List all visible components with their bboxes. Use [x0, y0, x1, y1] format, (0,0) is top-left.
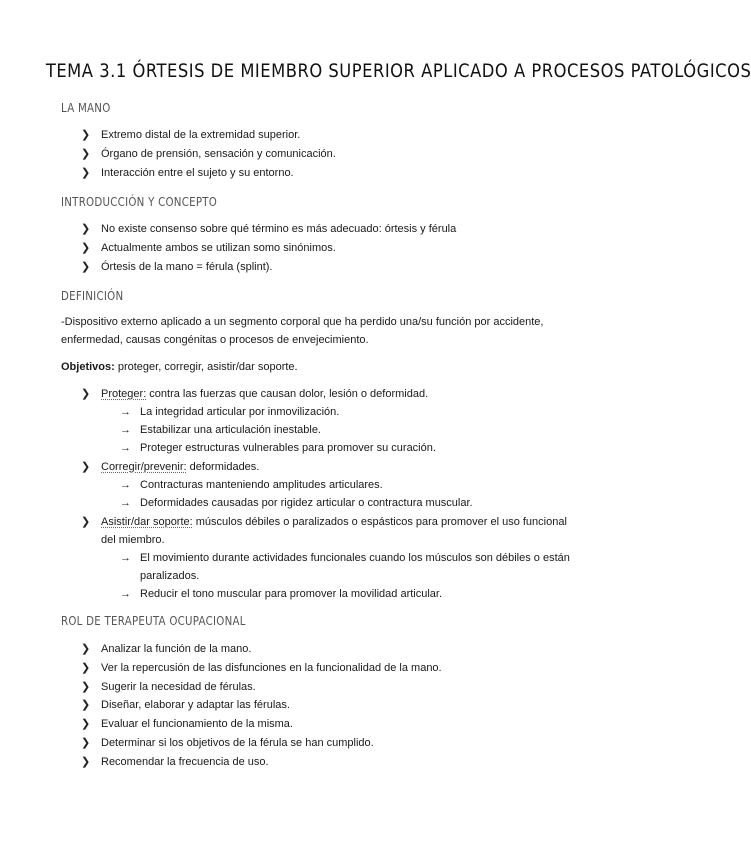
chevron-right-icon: ❯ [81, 461, 91, 473]
list-item-proteger: ❯ Proteger: contra las fuerzas que causan dolor, lesión o deformidad. [81, 388, 429, 400]
sub-list-item: → La integridad articular por inmovilización. [120, 406, 340, 418]
term-proteger: Proteger: [101, 388, 147, 400]
sub-list-item: → Contracturas manteniendo amplitudes articulares. [120, 479, 383, 491]
chevron-right-icon: ❯ [81, 681, 91, 693]
list-item: ❯ Actualmente ambos se utilizan somo sinónimos. [81, 242, 336, 254]
list-item: ❯ Sugerir la necesidad de férulas. [81, 681, 256, 693]
arrow-right-icon: → [120, 406, 131, 418]
section-heading-introduccion: INTRODUCCIÓN Y CONCEPTO [61, 194, 218, 209]
section-heading-rol: ROL DE TERAPEUTA OCUPACIONAL [61, 613, 246, 628]
list-item: ❯ Analizar la función de la mano. [81, 643, 252, 655]
list-item-corregir: ❯ Corregir/prevenir: deformidades. [81, 461, 260, 473]
list-item: ❯ No existe consenso sobre qué término es más adecuado: órtesis y férula [81, 223, 457, 235]
chevron-right-icon: ❯ [81, 662, 91, 674]
arrow-right-icon: → [120, 424, 131, 436]
chevron-right-icon: ❯ [81, 261, 91, 273]
list-item: ❯ Evaluar el funcionamiento de la misma. [81, 718, 293, 730]
chevron-right-icon: ❯ [81, 718, 91, 730]
list-item: ❯ Diseñar, elaborar y adaptar las férulas. [81, 699, 290, 711]
arrow-right-icon: → [120, 479, 131, 491]
list-item: ❯ Interacción entre el sujeto y su entorno. [81, 167, 294, 179]
term-asistir: Asistir/dar soporte: [101, 516, 193, 528]
chevron-right-icon: ❯ [81, 737, 91, 749]
objectives-label: Objetivos: [61, 361, 115, 373]
sub-list-item: → Reducir el tono muscular para promover la movilidad articular. [120, 588, 443, 600]
section-heading-la-mano: LA MANO [61, 100, 111, 115]
list-item: ❯ Recomendar la frecuencia de uso. [81, 756, 269, 768]
arrow-right-icon: → [120, 497, 131, 509]
list-item: ❯ Ver la repercusión de las disfunciones en la funcionalidad de la mano. [81, 662, 442, 674]
sub-list-item-continuation: paralizados. [140, 570, 200, 582]
definition-line-2: enfermedad, causas congénitas o procesos de envejecimiento. [61, 334, 369, 346]
term-corregir: Corregir/prevenir: [101, 461, 187, 473]
list-item: ❯ Órgano de prensión, sensación y comunicación. [81, 148, 336, 160]
chevron-right-icon: ❯ [81, 129, 91, 141]
chevron-right-icon: ❯ [81, 643, 91, 655]
chevron-right-icon: ❯ [81, 148, 91, 160]
objectives-line [61, 360, 298, 374]
arrow-right-icon: → [120, 588, 131, 600]
chevron-right-icon: ❯ [81, 699, 91, 711]
sub-list-item: → Deformidades causadas por rigidez articular o contractura muscular. [120, 497, 473, 509]
chevron-right-icon: ❯ [81, 242, 91, 254]
list-item: ❯ Extremo distal de la extremidad superior. [81, 129, 301, 141]
chevron-right-icon: ❯ [81, 516, 91, 528]
arrow-right-icon: → [120, 442, 131, 454]
list-item: ❯ Determinar si los objetivos de la férula se han cumplido. [81, 737, 374, 749]
sub-list-item: → Estabilizar una articulación inestable. [120, 424, 321, 436]
list-item-continuation: del miembro. [101, 534, 165, 546]
arrow-right-icon: → [120, 552, 131, 564]
chevron-right-icon: ❯ [81, 223, 91, 235]
sub-list-item: → Proteger estructuras vulnerables para promover su curación. [120, 442, 436, 454]
sub-list-item: → El movimiento durante actividades funcionales cuando los músculos son débiles o están [120, 552, 570, 564]
section-heading-definicion: DEFINICIÓN [61, 288, 124, 303]
chevron-right-icon: ❯ [81, 167, 91, 179]
chevron-right-icon: ❯ [81, 756, 91, 768]
list-item-asistir: ❯ Asistir/dar soporte: músculos débiles o paralizados o espásticos para promover el uso funcional [81, 516, 567, 528]
objectives-text: proteger, corregir, asistir/dar soporte. [114, 361, 298, 373]
list-item: ❯ Órtesis de la mano = férula (splint). [81, 261, 273, 273]
definition-line-1: -Dispositivo externo aplicado a un segmento corporal que ha perdido una/su función por accidente, [61, 316, 544, 328]
chevron-right-icon: ❯ [81, 388, 91, 400]
page-title: TEMA 3.1 ÓRTESIS DE MIEMBRO SUPERIOR APLICADO A PROCESOS PATOLÓGICOS [45, 60, 751, 82]
